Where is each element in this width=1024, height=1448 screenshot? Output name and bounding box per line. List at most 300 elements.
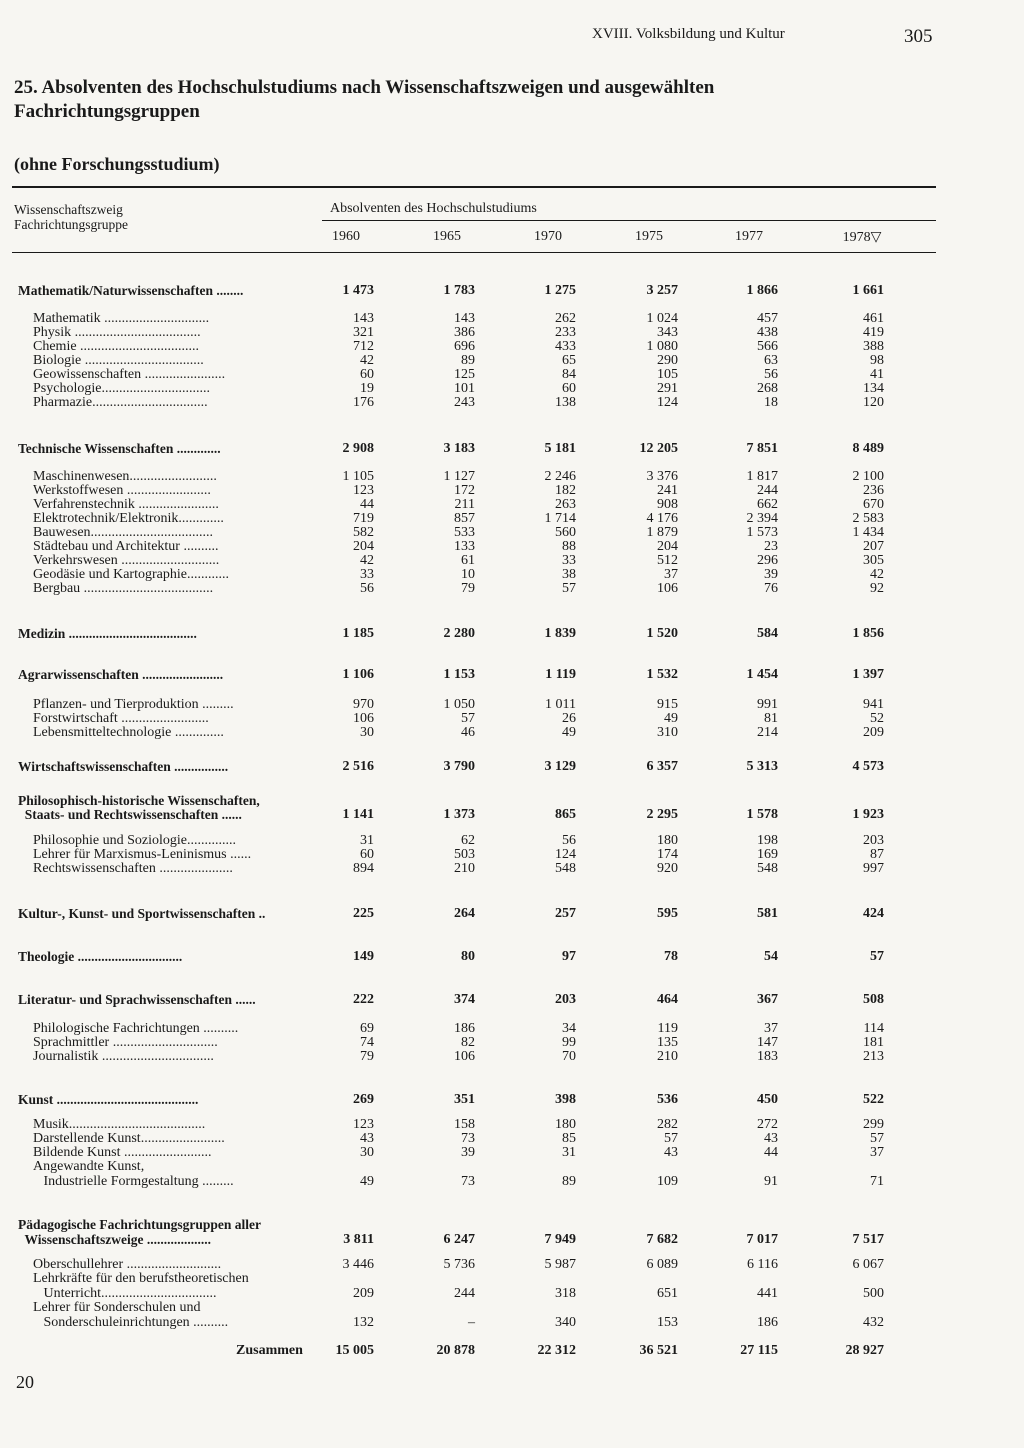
- cell-1978: 1 434: [852, 525, 884, 540]
- cell-1975: 124: [657, 395, 678, 410]
- cell-1970: 262: [555, 311, 576, 326]
- cell-1977: 296: [757, 553, 778, 568]
- row-label: Werkstoffwesen ........................: [33, 483, 211, 498]
- cell-1960: 31: [360, 833, 374, 848]
- cell-1977: 1 454: [746, 667, 778, 682]
- cell-1970: 124: [555, 847, 576, 862]
- cell-1975: 6 357: [646, 759, 678, 774]
- cell-1977: 7 017: [746, 1232, 778, 1247]
- cell-1970: 7 949: [544, 1232, 576, 1247]
- cell-1978: 508: [863, 992, 884, 1007]
- cell-1960: 143: [353, 311, 374, 326]
- cell-1975: 1 080: [646, 339, 678, 354]
- row-label: Elektrotechnik/Elektronik.............: [33, 511, 224, 526]
- cell-1960: 56: [360, 581, 374, 596]
- cell-1977: 198: [757, 833, 778, 848]
- cell-1977: 169: [757, 847, 778, 862]
- cell-1978: 6 067: [852, 1257, 884, 1272]
- cell-1975: 78: [664, 949, 678, 964]
- cell-1960: 1 105: [342, 469, 374, 484]
- cell-1970: 340: [555, 1315, 576, 1330]
- cell-1978: 207: [863, 539, 884, 554]
- cell-1977: 147: [757, 1035, 778, 1050]
- cell-1960: 204: [353, 539, 374, 554]
- row-label: Verfahrenstechnik .......................: [33, 497, 219, 512]
- cell-1977: 2 394: [746, 511, 778, 526]
- cell-1977: 272: [757, 1117, 778, 1132]
- cell-1960: 149: [353, 949, 374, 964]
- cell-1970: 182: [555, 483, 576, 498]
- cell-1970: 318: [555, 1286, 576, 1301]
- cell-1977: 584: [757, 626, 778, 641]
- cell-1965: 3 790: [443, 759, 475, 774]
- cell-1978: 7 517: [852, 1232, 884, 1247]
- cell-1970: 85: [562, 1131, 576, 1146]
- cell-1977: 1 817: [746, 469, 778, 484]
- row-label: Sonderschuleinrichtungen ..........: [33, 1315, 229, 1330]
- cell-1978: 670: [863, 497, 884, 512]
- cell-1978: 522: [863, 1092, 884, 1107]
- cell-1960: 42: [360, 553, 374, 568]
- cell-1975: 105: [657, 367, 678, 382]
- cell-1975: 290: [657, 353, 678, 368]
- row-label: Technische Wissenschaften .............: [18, 441, 221, 456]
- cell-1975: 57: [664, 1131, 678, 1146]
- row-label: Forstwirtschaft .........................: [33, 711, 209, 726]
- cell-1965: 6 247: [443, 1232, 475, 1247]
- cell-1965: 143: [454, 311, 475, 326]
- row-label: Lehrer für Sonderschulen und: [33, 1300, 201, 1315]
- cell-1978: 134: [863, 381, 884, 396]
- cell-1965: 57: [461, 711, 475, 726]
- cell-1977: 37: [764, 1021, 778, 1036]
- row-label: Pädagogische Fachrichtungsgruppen aller: [18, 1217, 262, 1232]
- cell-1975: 180: [657, 833, 678, 848]
- table-title: 25. Absolventen des Hochschulstudiums nach Wissenschaftszweigen und ausgewählten Fachrichtungsgruppen: [14, 77, 715, 122]
- footer-page-marker: 20: [16, 1372, 34, 1392]
- cell-1960: 894: [353, 861, 374, 876]
- cell-1965: 62: [461, 833, 475, 848]
- row-label: Industrielle Formgestaltung .........: [33, 1174, 234, 1189]
- cell-1970: 1 275: [544, 283, 576, 298]
- year-header-1977: 1977: [735, 229, 763, 244]
- cell-1965: 210: [454, 861, 475, 876]
- row-label: Lehrkräfte für den berufstheoretischen: [33, 1271, 249, 1286]
- cell-1975: 3 376: [646, 469, 678, 484]
- cell-1978: 41: [870, 367, 884, 382]
- cell-1975: 1 024: [646, 311, 678, 326]
- cell-1970: 5 987: [544, 1257, 576, 1272]
- cell-1970: 263: [555, 497, 576, 512]
- cell-1978: 1 397: [852, 667, 884, 682]
- header-bottom-rule: [12, 252, 936, 253]
- row-label: Philosophie und Soziologie..............: [33, 833, 236, 848]
- cell-1970: 433: [555, 339, 576, 354]
- cell-1978: 236: [863, 483, 884, 498]
- cell-1978: 388: [863, 339, 884, 354]
- cell-1970: 233: [555, 325, 576, 340]
- cell-1977: 991: [757, 697, 778, 712]
- cell-1970: 22 312: [537, 1343, 576, 1358]
- cell-1965: –: [468, 1315, 475, 1330]
- cell-1978: 500: [863, 1286, 884, 1301]
- cell-1960: 3 446: [342, 1257, 374, 1272]
- column-heading-line2: Fachrichtungsgruppe: [14, 217, 128, 232]
- cell-1975: 43: [664, 1145, 678, 1160]
- row-label: Bauwesen...................................: [33, 525, 214, 540]
- cell-1970: 65: [562, 353, 576, 368]
- cell-1960: 44: [360, 497, 374, 512]
- cell-1977: 457: [757, 311, 778, 326]
- cell-1977: 18: [764, 395, 778, 410]
- cell-1977: 91: [764, 1174, 778, 1189]
- cell-1965: 80: [461, 949, 475, 964]
- cell-1975: 536: [657, 1092, 678, 1107]
- cell-1970: 26: [562, 711, 576, 726]
- cell-1977: 438: [757, 325, 778, 340]
- cell-1975: 920: [657, 861, 678, 876]
- cell-1970: 398: [555, 1092, 576, 1107]
- cell-1965: 211: [454, 497, 475, 512]
- cell-1975: 4 176: [646, 511, 678, 526]
- cell-1978: 941: [863, 697, 884, 712]
- cell-1960: 60: [360, 367, 374, 382]
- cell-1965: 158: [454, 1117, 475, 1132]
- row-label: Sprachmittler ..............................: [33, 1035, 218, 1050]
- cell-1975: 595: [657, 906, 678, 921]
- cell-1960: 209: [353, 1286, 374, 1301]
- cell-1960: 15 005: [335, 1343, 374, 1358]
- cell-1977: 566: [757, 339, 778, 354]
- cell-1965: 172: [454, 483, 475, 498]
- cell-1978: 52: [870, 711, 884, 726]
- cell-1975: 204: [657, 539, 678, 554]
- mid-rule: [322, 220, 936, 221]
- cell-1970: 31: [562, 1145, 576, 1160]
- cell-1970: 33: [562, 553, 576, 568]
- column-heading-line1: Wissenschaftszweig: [14, 202, 123, 217]
- cell-1965: 1 050: [443, 697, 475, 712]
- cell-1978: 1 923: [852, 807, 884, 822]
- cell-1960: 19: [360, 381, 374, 396]
- row-label: Physik ....................................: [33, 325, 201, 340]
- row-label: Bergbau .....................................: [33, 581, 214, 596]
- cell-1977: 441: [757, 1286, 778, 1301]
- cell-1970: 84: [562, 367, 576, 382]
- column-heading-span: Absolventen des Hochschulstudiums: [330, 201, 537, 216]
- cell-1960: 225: [353, 906, 374, 921]
- top-rule: [12, 186, 936, 188]
- cell-1975: 291: [657, 381, 678, 396]
- cell-1970: 865: [555, 807, 576, 822]
- cell-1977: 186: [757, 1315, 778, 1330]
- cell-1970: 56: [562, 833, 576, 848]
- cell-1975: 174: [657, 847, 678, 862]
- cell-1965: 79: [461, 581, 475, 596]
- cell-1977: 214: [757, 725, 778, 740]
- row-label: Bildende Kunst .........................: [33, 1145, 212, 1160]
- cell-1960: 1 185: [342, 626, 374, 641]
- cell-1975: 6 089: [646, 1257, 678, 1272]
- row-label: Medizin ......................................: [18, 626, 197, 641]
- cell-1978: 305: [863, 553, 884, 568]
- cell-1978: 419: [863, 325, 884, 340]
- cell-1978: 28 927: [845, 1343, 884, 1358]
- cell-1965: 82: [461, 1035, 475, 1050]
- cell-1977: 7 851: [746, 441, 778, 456]
- cell-1975: 109: [657, 1174, 678, 1189]
- cell-1975: 2 295: [646, 807, 678, 822]
- cell-1965: 374: [454, 992, 475, 1007]
- row-label: Kultur-, Kunst- und Sportwissenschaften ..: [18, 906, 266, 921]
- row-label: Staats- und Rechtswissenschaften ......: [18, 807, 242, 822]
- cell-1978: 181: [863, 1035, 884, 1050]
- cell-1978: 432: [863, 1315, 884, 1330]
- row-label: Rechtswissenschaften .....................: [33, 861, 233, 876]
- row-label: Psychologie...............................: [33, 381, 210, 396]
- row-label: Literatur- und Sprachwissenschaften ......: [18, 992, 256, 1007]
- cell-1970: 3 129: [544, 759, 576, 774]
- cell-1960: 42: [360, 353, 374, 368]
- cell-1970: 88: [562, 539, 576, 554]
- cell-1977: 1 866: [746, 283, 778, 298]
- cell-1970: 49: [562, 725, 576, 740]
- cell-1977: 1 578: [746, 807, 778, 822]
- cell-1960: 30: [360, 725, 374, 740]
- cell-1977: 63: [764, 353, 778, 368]
- row-label: Angewandte Kunst,: [33, 1159, 145, 1174]
- cell-1978: 2 100: [852, 469, 884, 484]
- cell-1975: 343: [657, 325, 678, 340]
- row-label: Wissenschaftszweige ...................: [18, 1232, 211, 1247]
- row-label: Geowissenschaften .......................: [33, 367, 226, 382]
- cell-1965: 89: [461, 353, 475, 368]
- cell-1965: 39: [461, 1145, 475, 1160]
- row-label: Unterricht.................................: [33, 1286, 217, 1301]
- cell-1965: 533: [454, 525, 475, 540]
- cell-1977: 27 115: [740, 1343, 778, 1358]
- cell-1970: 257: [555, 906, 576, 921]
- cell-1977: 244: [757, 483, 778, 498]
- cell-1975: 3 257: [646, 283, 678, 298]
- cell-1965: 106: [454, 1049, 475, 1064]
- cell-1975: 49: [664, 711, 678, 726]
- cell-1975: 915: [657, 697, 678, 712]
- cell-1970: 1 839: [544, 626, 576, 641]
- cell-1978: 37: [870, 1145, 884, 1160]
- table-subtitle: (ohne Forschungsstudium): [14, 154, 220, 174]
- cell-1975: 512: [657, 553, 678, 568]
- row-label: Pharmazie.................................: [33, 395, 208, 410]
- cell-1970: 99: [562, 1035, 576, 1050]
- row-label: Darstellende Kunst........................: [33, 1131, 225, 1146]
- cell-1975: 106: [657, 581, 678, 596]
- cell-1970: 89: [562, 1174, 576, 1189]
- cell-1960: 123: [353, 483, 374, 498]
- cell-1978: 114: [863, 1021, 884, 1036]
- cell-1965: 20 878: [436, 1343, 475, 1358]
- row-label: Mathematik ..............................: [33, 311, 210, 326]
- row-label: Mathematik/Naturwissenschaften ........: [18, 283, 244, 298]
- cell-1978: 2 583: [852, 511, 884, 526]
- cell-1978: 203: [863, 833, 884, 848]
- cell-1965: 503: [454, 847, 475, 862]
- row-label: Philologische Fachrichtungen ..........: [33, 1021, 239, 1036]
- cell-1965: 386: [454, 325, 475, 340]
- cell-1975: 1 879: [646, 525, 678, 540]
- cell-1965: 101: [454, 381, 475, 396]
- cell-1960: 74: [360, 1035, 374, 1050]
- cell-1977: 581: [757, 906, 778, 921]
- row-label: Journalistik ................................: [33, 1049, 214, 1064]
- cell-1960: 176: [353, 395, 374, 410]
- cell-1975: 135: [657, 1035, 678, 1050]
- year-header-1970: 1970: [534, 229, 562, 244]
- year-header-1978: 1978▽: [842, 230, 882, 245]
- cell-1970: 97: [562, 949, 576, 964]
- cell-1978: 8 489: [852, 441, 884, 456]
- row-label: Verkehrswesen ............................: [33, 553, 220, 568]
- column-heading-left: [14, 202, 128, 232]
- cell-1977: 81: [764, 711, 778, 726]
- cell-1960: 970: [353, 697, 374, 712]
- cell-1965: 125: [454, 367, 475, 382]
- cell-1977: 367: [757, 992, 778, 1007]
- cell-1975: 119: [657, 1021, 678, 1036]
- cell-1960: 1 141: [342, 807, 374, 822]
- row-label: Wirtschaftswissenschaften ................: [18, 759, 229, 774]
- cell-1978: 1 856: [852, 626, 884, 641]
- cell-1975: 210: [657, 1049, 678, 1064]
- row-label: Philosophisch-historische Wissenschaften,: [18, 793, 260, 808]
- cell-1960: 69: [360, 1021, 374, 1036]
- row-label: Kunst ..........................................: [18, 1092, 199, 1107]
- cell-1977: 1 573: [746, 525, 778, 540]
- cell-1960: 43: [360, 1131, 374, 1146]
- cell-1978: 209: [863, 725, 884, 740]
- cell-1978: 120: [863, 395, 884, 410]
- cell-1975: 1 520: [646, 626, 678, 641]
- cell-1977: 5 313: [746, 759, 778, 774]
- row-label: Pflanzen- und Tierproduktion .........: [33, 697, 234, 712]
- cell-1960: 321: [353, 325, 374, 340]
- cell-1975: 651: [657, 1286, 678, 1301]
- cell-1978: 42: [870, 567, 884, 582]
- page-number: 305: [904, 26, 933, 47]
- cell-1970: 5 181: [544, 441, 576, 456]
- cell-1970: 180: [555, 1117, 576, 1132]
- year-header-1975: 1975: [635, 229, 663, 244]
- cell-1977: 43: [764, 1131, 778, 1146]
- cell-1975: 1 532: [646, 667, 678, 682]
- cell-1960: 2 908: [342, 441, 374, 456]
- cell-1965: 857: [454, 511, 475, 526]
- cell-1975: 310: [657, 725, 678, 740]
- cell-1965: 696: [454, 339, 475, 354]
- row-label: Geodäsie und Kartographie............: [33, 567, 229, 582]
- cell-1975: 7 682: [646, 1232, 678, 1247]
- cell-1970: 560: [555, 525, 576, 540]
- cell-1975: 908: [657, 497, 678, 512]
- cell-1960: 269: [353, 1092, 374, 1107]
- cell-1970: 2 246: [544, 469, 576, 484]
- cell-1970: 1 714: [544, 511, 576, 526]
- cell-1975: 241: [657, 483, 678, 498]
- row-label: Oberschullehrer ...........................: [33, 1257, 222, 1272]
- cell-1978: 213: [863, 1049, 884, 1064]
- cell-1977: 76: [764, 581, 778, 596]
- cell-1978: 1 661: [852, 283, 884, 298]
- row-label: Musik.......................................: [33, 1117, 206, 1132]
- cell-1965: 186: [454, 1021, 475, 1036]
- cell-1977: 548: [757, 861, 778, 876]
- cell-1960: 123: [353, 1117, 374, 1132]
- cell-1960: 719: [353, 511, 374, 526]
- row-label: Städtebau und Architektur ..........: [33, 539, 219, 554]
- cell-1975: 37: [664, 567, 678, 582]
- cell-1960: 33: [360, 567, 374, 582]
- cell-1970: 138: [555, 395, 576, 410]
- cell-1977: 268: [757, 381, 778, 396]
- cell-1970: 1 011: [545, 697, 576, 712]
- year-header-1960: 1960: [332, 229, 360, 244]
- cell-1970: 60: [562, 381, 576, 396]
- cell-1978: 87: [870, 847, 884, 862]
- cell-1965: 1 373: [443, 807, 475, 822]
- cell-1965: 10: [461, 567, 475, 582]
- cell-1960: 1 473: [342, 283, 374, 298]
- cell-1970: 38: [562, 567, 576, 582]
- cell-1965: 46: [461, 725, 475, 740]
- cell-1970: 34: [562, 1021, 576, 1036]
- running-header: XVIII. Volksbildung und Kultur: [592, 26, 785, 42]
- cell-1960: 712: [353, 339, 374, 354]
- cell-1977: 662: [757, 497, 778, 512]
- cell-1960: 106: [353, 711, 374, 726]
- cell-1965: 3 183: [443, 441, 475, 456]
- cell-1978: 299: [863, 1117, 884, 1132]
- cell-1960: 60: [360, 847, 374, 862]
- cell-1965: 351: [454, 1092, 475, 1107]
- cell-1965: 73: [461, 1131, 475, 1146]
- cell-1977: 23: [764, 539, 778, 554]
- year-header-1965: 1965: [433, 229, 461, 244]
- cell-1965: 264: [454, 906, 475, 921]
- cell-1975: 464: [657, 992, 678, 1007]
- row-label: Maschinenwesen.........................: [33, 469, 217, 484]
- cell-1965: 133: [454, 539, 475, 554]
- row-label: Lehrer für Marxismus-Leninismus ......: [33, 847, 252, 862]
- cell-1978: 4 573: [852, 759, 884, 774]
- cell-1965: 73: [461, 1174, 475, 1189]
- cell-1975: 153: [657, 1315, 678, 1330]
- cell-1978: 997: [863, 861, 884, 876]
- cell-1970: 203: [555, 992, 576, 1007]
- cell-1978: 424: [863, 906, 884, 921]
- cell-1965: 244: [454, 1286, 475, 1301]
- row-label: Zusammen: [236, 1343, 303, 1358]
- row-label: Chemie ..................................: [33, 339, 200, 354]
- cell-1970: 57: [562, 581, 576, 596]
- cell-1977: 6 116: [747, 1257, 778, 1272]
- cell-1960: 3 811: [343, 1232, 374, 1247]
- cell-1960: 222: [353, 992, 374, 1007]
- cell-1977: 450: [757, 1092, 778, 1107]
- cell-1960: 49: [360, 1174, 374, 1189]
- cell-1970: 1 119: [545, 667, 576, 682]
- cell-1978: 92: [870, 581, 884, 596]
- cell-1970: 548: [555, 861, 576, 876]
